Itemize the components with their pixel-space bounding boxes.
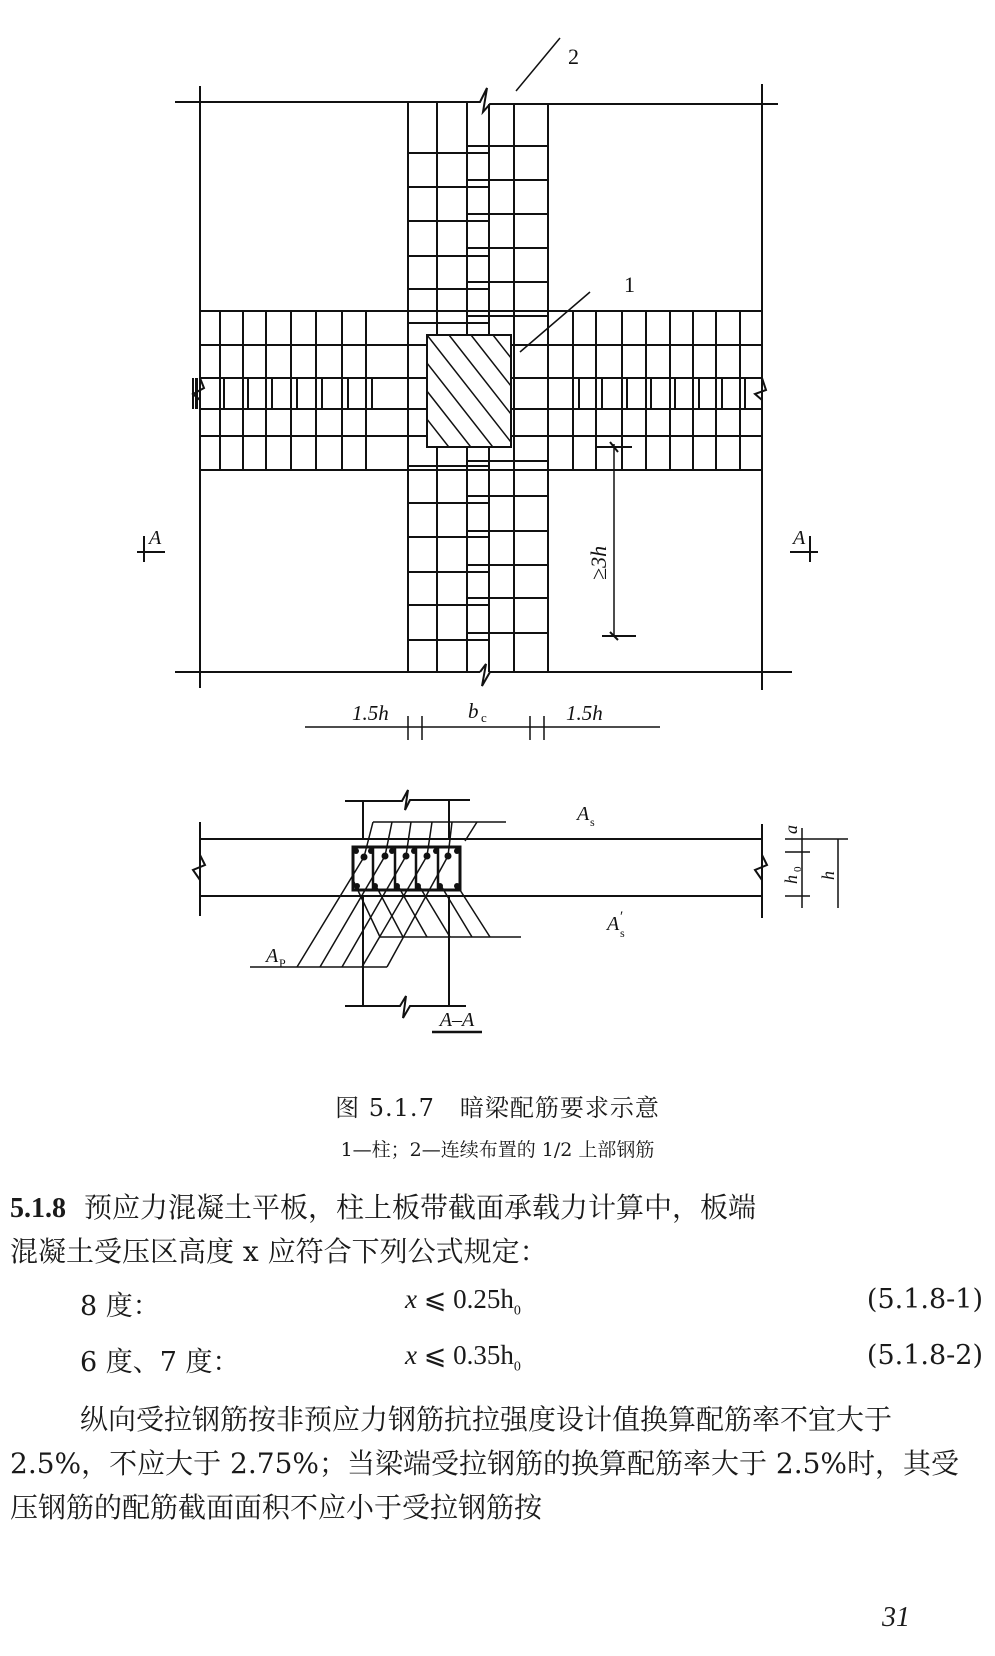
equation-condition: 6 度、7 度： <box>80 1347 240 1378</box>
callout-2-label: 2 <box>568 44 579 69</box>
ap-subscript: P <box>279 956 286 970</box>
formula-rhs: 0.25h <box>453 1284 514 1314</box>
dim-3h-label: ≥3h <box>586 545 611 580</box>
section-title: A–A <box>439 1009 475 1031</box>
formula-sub: 0 <box>513 1303 521 1319</box>
equation-row <box>0 1340 995 1384</box>
as-subscript: s <box>590 815 595 829</box>
equation-condition: 8 度： <box>80 1291 160 1322</box>
equation-formula <box>405 1284 521 1319</box>
h0-dim-label: h <box>781 875 801 884</box>
equation-formula <box>405 1340 521 1375</box>
formula-lhs: x <box>405 1340 417 1370</box>
dim-left-label: 1.5h <box>352 701 389 725</box>
formula-rhs: 0.35h <box>453 1340 514 1370</box>
section-view <box>193 790 848 1018</box>
equation-number: (5.1.8-2) <box>866 1340 983 1371</box>
formula-lhs: x <box>405 1284 417 1314</box>
formula-op: ⩽ <box>423 1284 447 1314</box>
as-prime-label: A <box>607 913 620 935</box>
clause-text-line1: 预应力混凝土平板，柱上板带截面承载力计算中，板端 <box>84 1191 757 1224</box>
a-dim-label: a <box>781 825 801 834</box>
dim-bc-subscript: c <box>481 710 487 725</box>
clause-paragraph <box>10 1186 985 1231</box>
h0-subscript: 0 <box>792 866 804 872</box>
h-dim-label: h <box>818 871 838 880</box>
equation-number: (5.1.8-1) <box>866 1284 983 1315</box>
section-mark-left-label: A <box>149 527 162 549</box>
as-label: A <box>577 803 590 825</box>
body-paragraph: 纵向受拉钢筋按非预应力钢筋抗拉强度设计值换算配筋率不宜大于 2.5%，不应大于 2.75%；当梁端受拉钢筋的换算配筋率大于 2.5%时，其受压钢筋的配筋截面面积不应小于受拉钢筋按 <box>10 1403 960 1524</box>
equation-row <box>0 1284 995 1328</box>
formula-sub: 0 <box>513 1359 521 1375</box>
section-mark-right-label: A <box>793 527 806 549</box>
figure-caption: 图 5.1.7 暗梁配筋要求示意 <box>335 1094 660 1122</box>
plan-view <box>137 38 818 740</box>
dim-bc-label: b <box>468 699 479 723</box>
dim-right-label: 1.5h <box>566 701 603 725</box>
figure-legend: 1—柱；2—连续布置的 1/2 上部钢筋 <box>340 1139 655 1161</box>
as-prime-mark: ′ <box>620 909 624 925</box>
clause-text-line2: 混凝土受压区高度 x 应符合下列公式规定： <box>10 1235 548 1268</box>
formula-op: ⩽ <box>423 1340 447 1370</box>
ap-label: A <box>266 945 279 967</box>
page-number: 31 <box>882 1602 910 1633</box>
as-prime-subscript: s <box>620 926 625 940</box>
callout-1-label: 1 <box>624 272 635 297</box>
clause-number: 5.1.8 <box>10 1193 66 1224</box>
